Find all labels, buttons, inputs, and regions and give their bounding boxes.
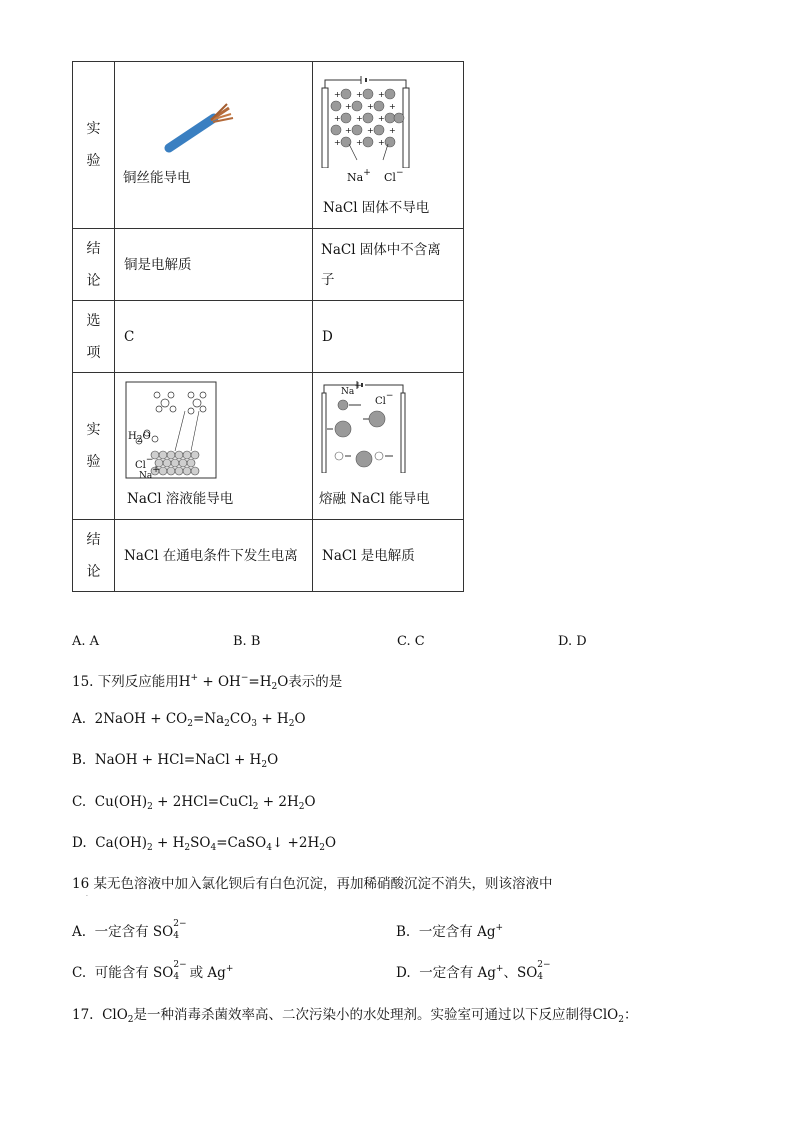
ion-label-cl: Cl− (384, 168, 404, 184)
q16-option-b[interactable]: B. 一定含有 Ag+ (396, 923, 504, 940)
svg-text:+: + (378, 138, 385, 147)
svg-text:+: + (334, 114, 341, 123)
caption-molten-nacl: 熔融 NaCl 能导电 (319, 491, 430, 507)
q16-option-a[interactable]: A. 一定含有 SO 2− 4 (72, 919, 187, 941)
q15-stem: 15. 下列反应能用$H^+ + OH^-=H_2O$表示的是 (72, 673, 343, 692)
option-c-header: C (115, 301, 313, 373)
answer-option-b[interactable]: B. B (233, 634, 261, 649)
experiment-table (72, 61, 464, 592)
svg-text:+: + (334, 90, 341, 99)
ion-lattice-icon (319, 76, 414, 168)
svg-text:+: + (378, 90, 385, 99)
option-d-header: D (313, 301, 464, 373)
q15-option-a[interactable]: A. 2NaOH + $CO_2=Na_2CO_3 + H_2O$ (72, 711, 306, 729)
cell-nacl-solution (115, 373, 313, 520)
caption-nacl-solution: NaCl 溶液能导电 (127, 491, 234, 507)
row-label-conclusion-2: 结 论 (73, 520, 115, 592)
label-na-solution: Na+ (139, 465, 160, 481)
lattice-ions (331, 89, 404, 147)
svg-text:+: + (389, 126, 396, 135)
row-label-conclusion: 结 论 (73, 229, 115, 301)
answer-option-d[interactable]: D. D (558, 634, 587, 649)
cell-copper-wire (115, 62, 313, 229)
conclusion-c: NaCl 在通电条件下发生电离 (115, 520, 313, 592)
label-h2o: H2O (128, 431, 151, 445)
svg-text:+: + (356, 138, 363, 147)
svg-text:+: + (367, 102, 374, 111)
conclusion-b: NaCl 固体中不含离 子 (313, 229, 464, 301)
molten-label-cl: Cl− (375, 391, 394, 407)
ion-label-na: Na+ (347, 168, 371, 184)
q16-stem: 16 某无色溶液中加入氯化钡后有白色沉淀，再加稀硝酸沉淀不消失，则该溶液中 (72, 876, 553, 892)
svg-text:+: + (378, 114, 385, 123)
molten-ion-icon (319, 381, 409, 473)
q16-dot: · (86, 893, 88, 900)
caption-copper: 铜丝能导电 (123, 170, 191, 186)
conclusion-a: 铜是电解质 (115, 229, 313, 301)
molten-label-na: Na+ (341, 381, 362, 397)
answer-option-c[interactable]: C. C (397, 634, 425, 649)
copper-wire-icon (159, 98, 239, 158)
cell-nacl-solid (313, 62, 464, 229)
svg-text:+: + (356, 114, 363, 123)
q15-option-d[interactable]: D. $Ca(OH)_2$ + $H_2SO_4=CaSO_4↓ +2H_2O$ (72, 835, 337, 853)
q16-option-c[interactable]: C. 可能含有 SO 2− 4 或 Ag+ (72, 960, 234, 982)
svg-text:+: + (356, 90, 363, 99)
caption-nacl-solid: NaCl 固体不导电 (323, 200, 430, 216)
q17-stem: 17. ClO$_2$是一种消毒杀菌效率高、二次污染小的水处理剂。实验室可通过以下反应制得ClO$_2$： (72, 1007, 638, 1025)
row-label-experiment-2: 实 验 (73, 373, 115, 520)
svg-text:+: + (367, 126, 374, 135)
label-cl-solution: Cl− (135, 455, 154, 471)
q15-option-b[interactable]: B. NaOH + HCl=NaCl + $H_2O$ (72, 752, 279, 770)
svg-text:+: + (345, 102, 352, 111)
conclusion-d: NaCl 是电解质 (313, 520, 464, 592)
q15-option-c[interactable]: C. $Cu(OH)_2$ + 2HCl=CuCl$_2$ + $2H_2O$ (72, 794, 316, 812)
row-label-option: 选 项 (73, 301, 115, 373)
q16-option-d[interactable]: D. 一定含有 Ag+、SO 2− 4 (396, 960, 551, 982)
answer-option-a[interactable]: A. A (72, 634, 100, 649)
svg-text:+: + (345, 126, 352, 135)
cell-molten-nacl (313, 373, 464, 520)
svg-text:+: + (334, 138, 341, 147)
svg-text:+: + (389, 102, 396, 111)
row-label-experiment: 实 验 (73, 62, 115, 229)
